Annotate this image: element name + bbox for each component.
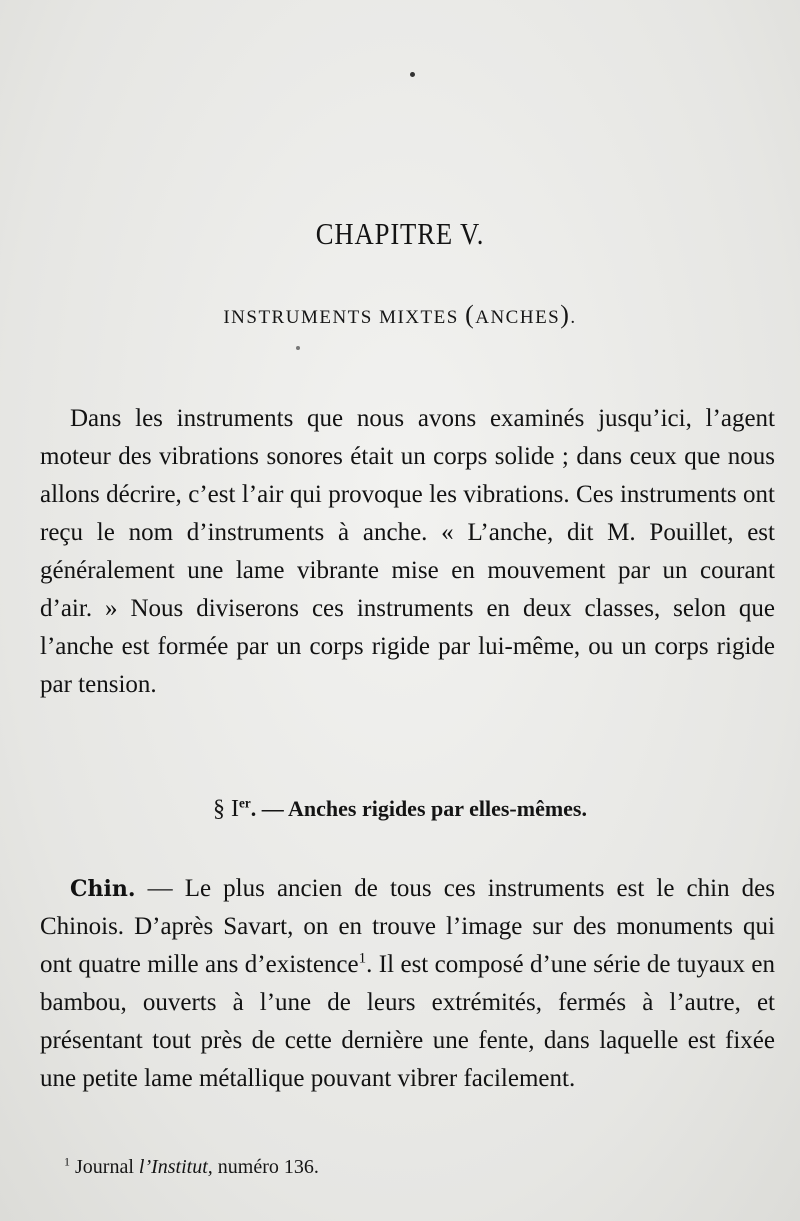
footnote-text: Journal [70, 1156, 139, 1178]
subtitle-middle: ANCHES [475, 307, 561, 328]
paragraph-text-continued: . Il est composé d’une série de tuyaux en bambou, ouverts à l’une de leurs extrémités, fermés à l’autre, et présentant tout près de cette dernière une fente, dans laquelle est fixée une petite lame métallique pouvant vibrer facilement. [40, 951, 775, 1092]
chapter-subtitle [0, 300, 800, 330]
section-heading [0, 796, 800, 823]
speck [296, 346, 300, 350]
footnote [64, 1156, 319, 1179]
subtitle-open-paren: ( [465, 300, 476, 329]
section-title: . — Anches rigides par elles-mêmes. [250, 796, 587, 821]
subtitle-text: INSTRUMENTS MIXTES [223, 307, 466, 328]
bleed-through-texture [40, 0, 780, 190]
footnote-reference[interactable]: 1 [358, 950, 367, 967]
section-symbol: § I [213, 796, 239, 822]
subtitle-period: . [570, 307, 577, 328]
footnote-italic-title: l’Institut, [138, 1156, 213, 1178]
chapter-title: CHAPITRE V. [315, 216, 485, 251]
paragraph-introduction: Dans les instruments que nous avons examinés jusqu’ici, l’agent moteur des vibrations sonores était un corps solide ; dans ceux que nous allons décrire, c’est l’air qui provoque les vibrations. Ces instruments ont reçu le nom d’instruments à anche. « L’anche, dit M. Pouillet, est généralement une lame vibrante mise en mouvement par un courant d’air. » Nous diviserons ces instruments en deux classes, selon que l’anche est formée par un corps rigide par lui-même, ou un corps rigide par tension. [40, 405, 775, 698]
paragraph-text: — Le plus ancien de tous ces instruments est le chin des Chinois. D’après Savart, on en trouve l’image sur des monuments qui ont quatre mille ans d’existence [40, 875, 775, 978]
section-superscript: er [239, 795, 251, 811]
footnote-text-end: numéro 136. [212, 1156, 319, 1178]
subtitle-close-paren: ) [560, 300, 571, 329]
paragraph-chin [40, 870, 775, 1098]
paragraph-lead-word: Chin. [70, 876, 136, 902]
speck [410, 72, 415, 77]
footnote-marker: 1 [64, 1154, 70, 1169]
